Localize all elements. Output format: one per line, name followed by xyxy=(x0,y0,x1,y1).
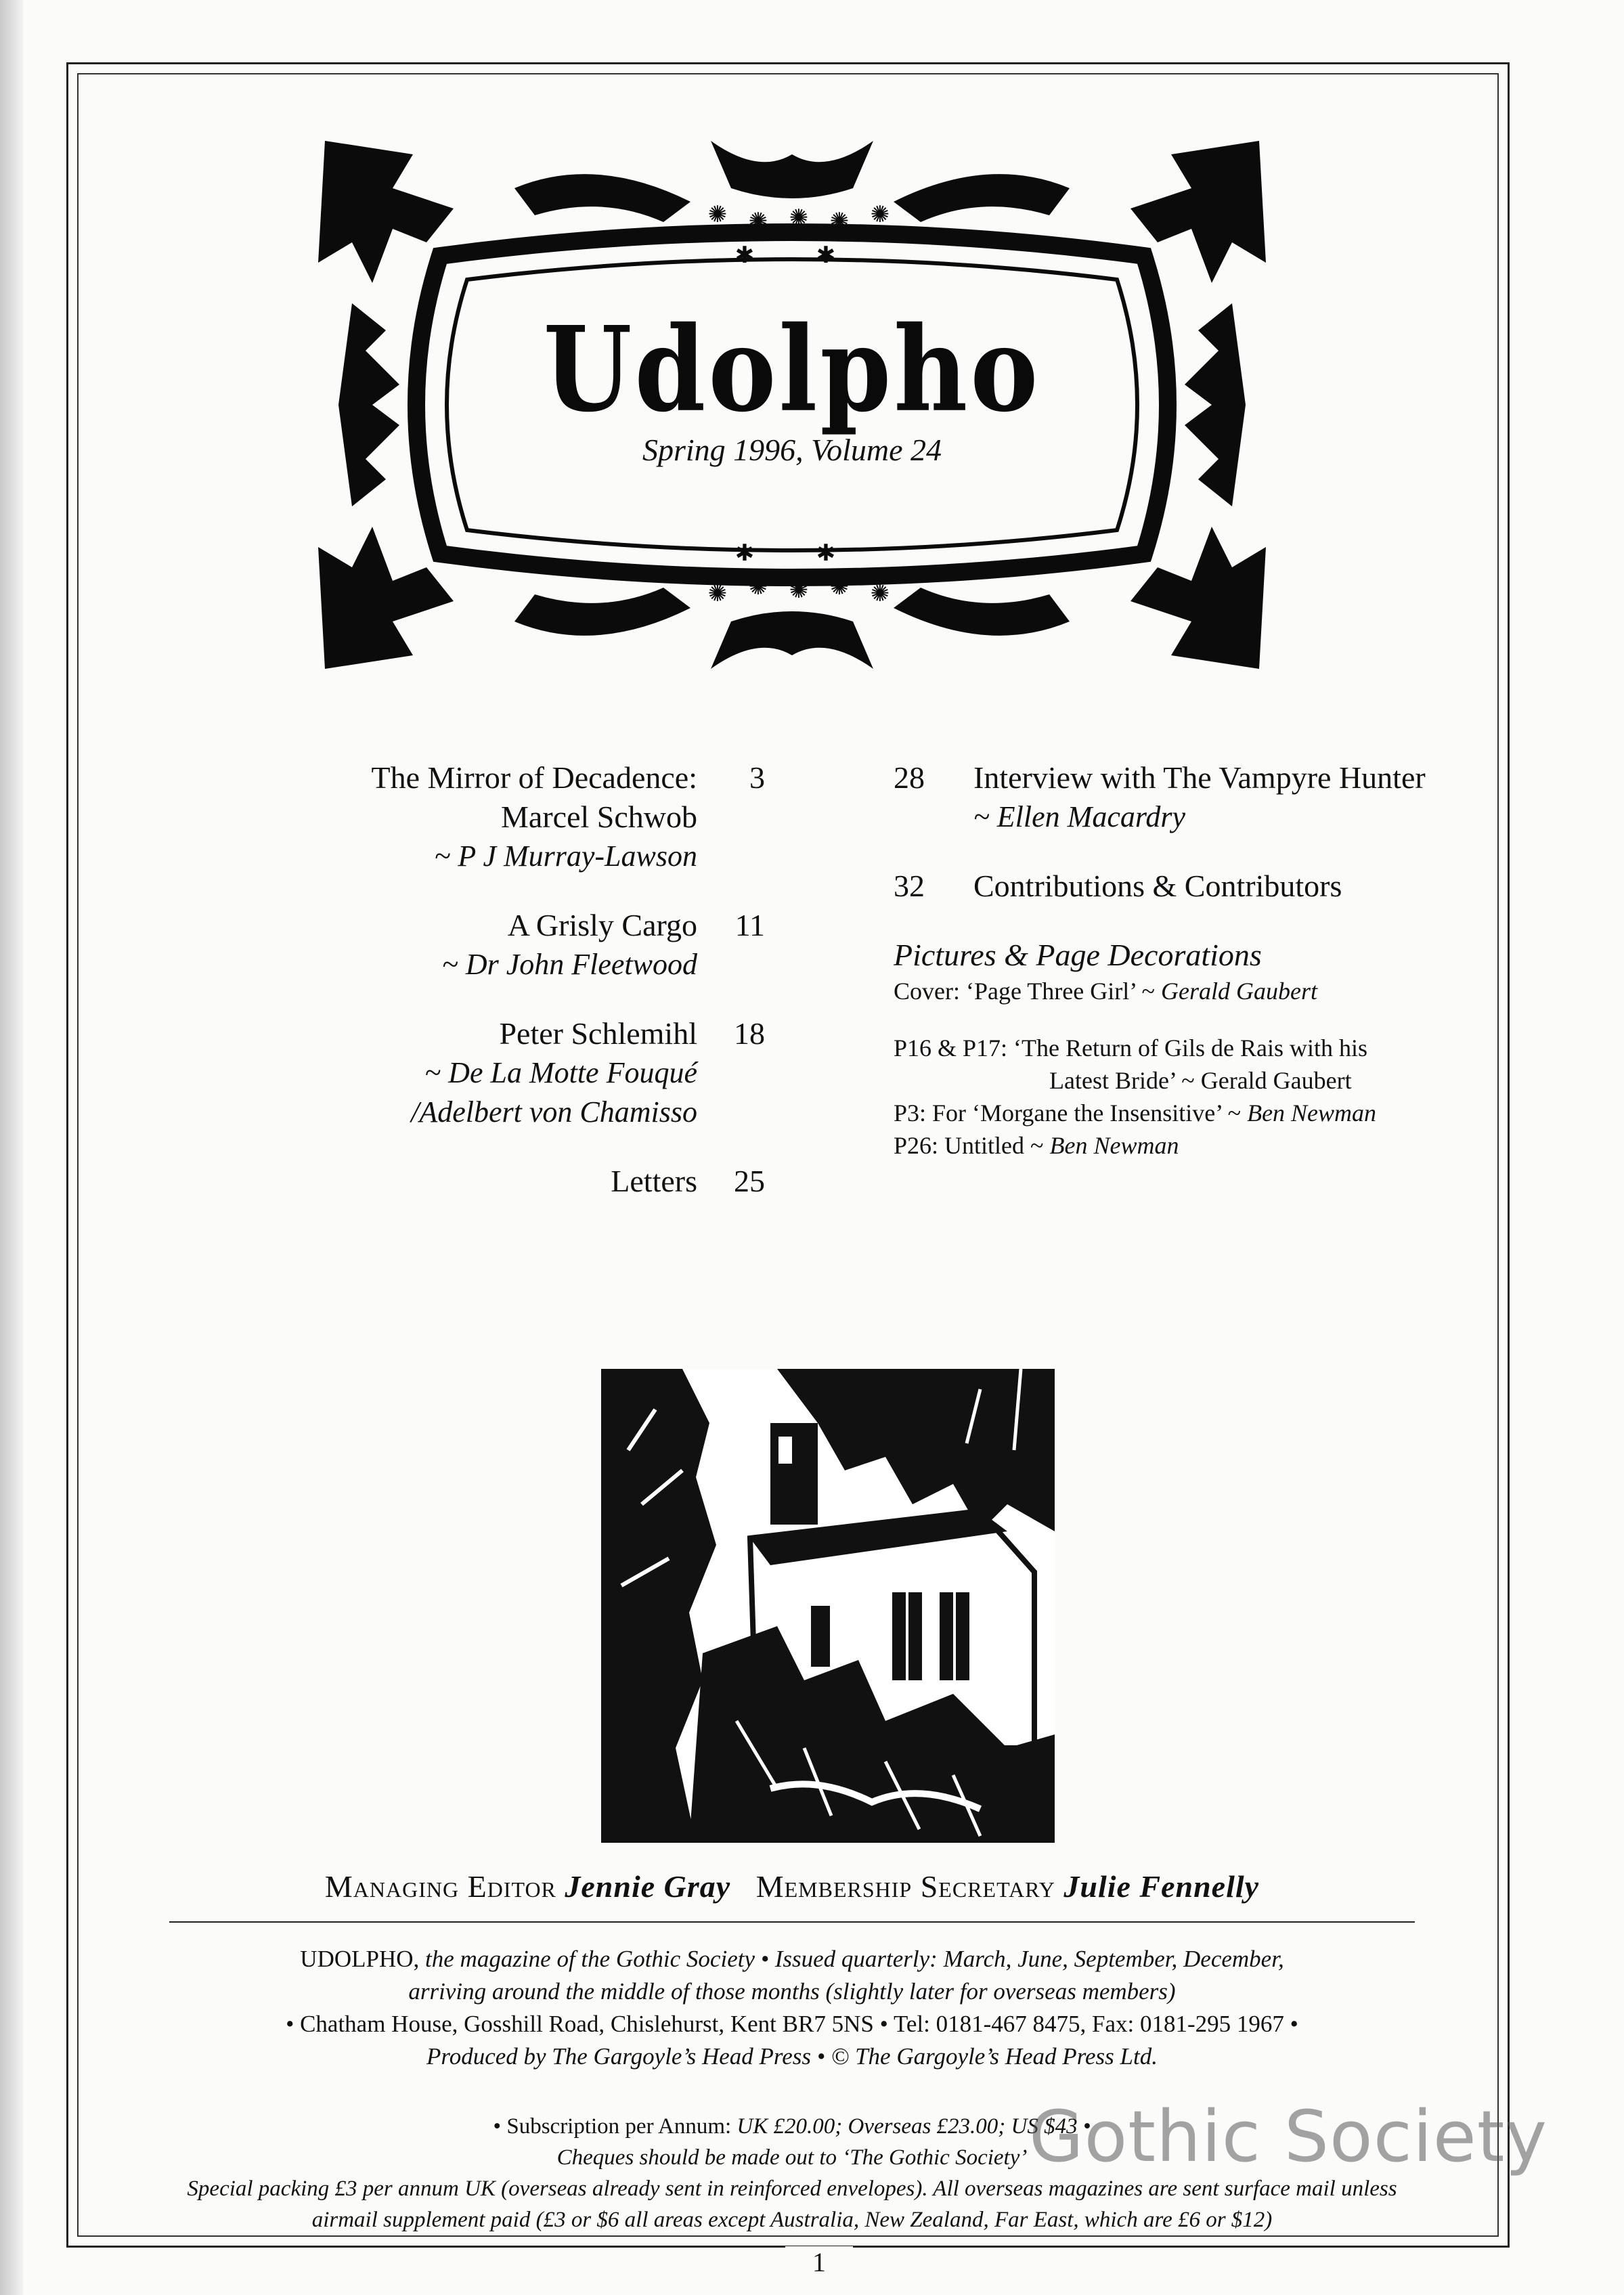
issue-subtitle: Spring 1996, Volume 24 xyxy=(642,433,942,467)
svg-text:✱: ✱ xyxy=(734,540,755,567)
page-gutter xyxy=(0,0,23,2295)
article-title: The Mirror of Decadence: xyxy=(371,760,697,795)
credit-artist: Ben Newman xyxy=(1247,1099,1377,1127)
publication-info xyxy=(135,1943,1449,2073)
svg-text:✺: ✺ xyxy=(789,204,809,232)
article-author: ~ De La Motte Fouqué xyxy=(424,1056,697,1089)
page-number-footer: 1 xyxy=(785,2246,853,2278)
house-illustration xyxy=(601,1369,1055,1843)
subscription-label: • Subscription per Annum: xyxy=(493,2114,737,2139)
article-title: A Grisly Cargo xyxy=(507,908,697,942)
info-line: arriving around the middle of those months (slightly later for overseas members) xyxy=(408,1978,1176,2005)
credit-text: P3: For ‘Morgane the Insensitive’ ~ xyxy=(894,1099,1248,1127)
page-number: 3 xyxy=(749,760,765,795)
credit-text: P26: Untitled ~ xyxy=(894,1132,1050,1159)
credit-text: Latest Bride’ ~ xyxy=(1049,1067,1201,1094)
svg-text:✺: ✺ xyxy=(748,208,768,235)
secretary-label: Membership Secretary xyxy=(755,1869,1055,1904)
packing-line: Special packing £3 per annum UK (overseas already sent in reinforced envelopes). All overseas magazines are sent surface mail unless xyxy=(187,2177,1397,2201)
page-number: 11 xyxy=(734,908,765,942)
svg-text:✺: ✺ xyxy=(829,208,850,235)
svg-text:✱: ✱ xyxy=(734,242,755,269)
page-number: 32 xyxy=(894,869,925,903)
contents-entry xyxy=(894,758,1503,837)
svg-text:✺: ✺ xyxy=(707,201,728,228)
svg-text:✺: ✺ xyxy=(870,201,890,228)
article-subtitle: Marcel Schwob xyxy=(501,800,697,834)
info-line xyxy=(135,1943,1449,1975)
editor-label: Managing Editor xyxy=(324,1869,556,1904)
divider-rule xyxy=(169,1921,1415,1923)
article-title: Interview with The Vampyre Hunter xyxy=(973,760,1426,795)
credit-p16: P16 & P17: ‘The Return of Gils de Rais with his xyxy=(894,1034,1367,1062)
address-line: • Chatham House, Gosshill Road, Chislehurst, Kent BR7 5NS • Tel: 0181-467 8475, Fax: 0181-295 1967 • xyxy=(286,2011,1298,2037)
svg-text:✺: ✺ xyxy=(829,573,850,600)
svg-text:✱: ✱ xyxy=(816,540,836,567)
staff-credits xyxy=(169,1868,1415,1904)
house-photograph xyxy=(601,1369,1055,1843)
contents-entry xyxy=(291,906,792,984)
airmail-line: airmail supplement paid (£3 or $6 all areas except Australia, New Zealand, Far East, which are £6 or $12) xyxy=(311,2208,1273,2232)
svg-text:✺: ✺ xyxy=(748,573,768,600)
watermark: Gothic Society xyxy=(1029,2095,1548,2178)
svg-text:✺: ✺ xyxy=(707,580,728,607)
credit-p3 xyxy=(894,1097,1503,1129)
contents-entry xyxy=(291,1014,792,1132)
picture-credits-heading: Pictures & Page Decorations xyxy=(894,938,1262,972)
article-author: ~ P J Murray-Lawson xyxy=(434,839,697,873)
magazine-name: UDOLPHO, xyxy=(300,1946,420,1972)
contents-left-column xyxy=(291,758,792,1231)
page-number: 18 xyxy=(734,1016,765,1051)
picture-credits xyxy=(894,936,1503,1162)
article-author: ~ Ellen Macardry xyxy=(973,800,1185,833)
credit-p26 xyxy=(894,1129,1503,1162)
subscription-prices: UK £20.00; Overseas £23.00; US $43 • xyxy=(737,2114,1091,2139)
article-author: ~ Dr John Fleetwood xyxy=(442,948,697,981)
contents-entry xyxy=(291,1162,792,1201)
article-author-second: /Adelbert von Chamisso xyxy=(411,1095,697,1129)
article-title: Letters xyxy=(611,1164,697,1198)
credit-cover xyxy=(894,975,1503,1007)
cheque-line: Cheques should be made out to ‘The Gothic Society’ xyxy=(556,2145,1028,2170)
svg-text:✺: ✺ xyxy=(789,577,809,604)
masthead xyxy=(311,127,1273,682)
page-number: 25 xyxy=(734,1164,765,1198)
article-title: Peter Schlemihl xyxy=(499,1016,697,1051)
credit-text: Cover: ‘Page Three Girl’ ~ xyxy=(894,978,1162,1005)
contents-entry xyxy=(894,867,1503,906)
article-title: Contributions & Contributors xyxy=(973,869,1342,903)
editor-name: Jennie Gray xyxy=(565,1869,731,1904)
credit-p16-cont xyxy=(894,1064,1503,1097)
credit-artist: Gerald Gaubert xyxy=(1161,978,1317,1005)
info-text: the magazine of the Gothic Society • Issued quarterly: March, June, September, December, xyxy=(419,1946,1284,1972)
credit-artist: Gerald Gaubert xyxy=(1200,1067,1352,1094)
svg-text:✺: ✺ xyxy=(870,580,890,607)
contents-right-column xyxy=(894,758,1503,1162)
page-number: 28 xyxy=(894,760,925,795)
credit-artist: Ben Newman xyxy=(1049,1132,1179,1159)
svg-text:✱: ✱ xyxy=(816,242,836,269)
magazine-title: Udolpho xyxy=(543,301,1041,439)
info-line: Produced by The Gargoyle’s Head Press • © The Gargoyle’s Head Press Ltd. xyxy=(426,2043,1158,2070)
contents-entry xyxy=(291,758,792,876)
secretary-name: Julie Fennelly xyxy=(1063,1869,1260,1904)
